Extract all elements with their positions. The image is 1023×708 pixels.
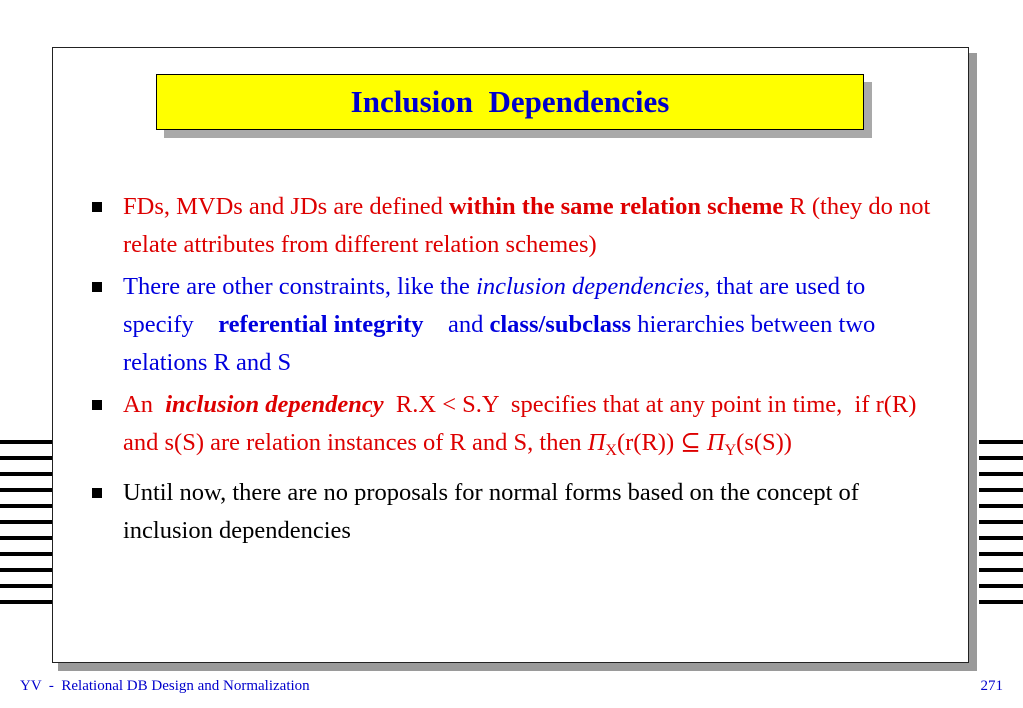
title-box — [156, 74, 864, 130]
bullet-2-bold-1: referential integrity — [218, 311, 424, 338]
bullet-3-text-3: (r(R)) ⊆ — [616, 429, 707, 456]
bullet-3-text-4: (s(S)) — [736, 429, 792, 456]
bullet-1-text-1: FDs, MVDs and JDs are defined — [123, 193, 449, 220]
bullet-3-text-1: An — [123, 391, 166, 418]
bullet-list — [92, 188, 942, 554]
slide-title: Inclusion Dependencies — [350, 84, 670, 119]
bullet-2-text-3: and — [423, 311, 490, 338]
square-bullet-icon — [92, 488, 102, 498]
bullet-2-text-4: hierarchies between two relations R and S — [123, 311, 876, 376]
square-bullet-icon — [92, 400, 102, 410]
projection-subscript-1: X — [605, 442, 617, 459]
square-bullet-icon — [92, 202, 102, 212]
projection-symbol-2: Π — [706, 429, 725, 456]
bullet-3-text-2: R.X < S.Y specifies that at any point in time, if r(R) and s(S) are relation instances of R and S, then — [123, 391, 923, 456]
right-stripes-decoration — [979, 440, 1023, 605]
bullet-item-3 — [92, 386, 942, 470]
bullet-2-text-2: that are used to specify — [123, 273, 872, 338]
footer-course-title: YV - Relational DB Design and Normalization — [20, 678, 310, 694]
bullet-item-1 — [92, 188, 942, 264]
footer-page-number: 271 — [980, 678, 1003, 694]
left-stripes-decoration — [0, 440, 52, 605]
bullet-1-emphasis: within the same relation scheme — [448, 193, 784, 220]
bullet-item-2 — [92, 268, 942, 382]
bullet-2-bold-2: class/subclass — [489, 311, 632, 338]
bullet-1-text-2: R (they do not relate attributes from different relation schemes) — [123, 193, 931, 258]
bullet-4-text: Until now, there are no proposals for normal forms based on the concept of inclusion dependencies — [123, 479, 859, 544]
projection-symbol-1: Π — [587, 429, 606, 456]
bullet-2-text-1: There are other constraints, like the — [123, 273, 477, 300]
bullet-3-bold-italic: inclusion dependency — [165, 391, 384, 418]
bullet-item-4 — [92, 474, 942, 550]
projection-subscript-2: Y — [724, 442, 737, 459]
bullet-2-italic: inclusion dependencies, — [476, 273, 711, 300]
square-bullet-icon — [92, 282, 102, 292]
